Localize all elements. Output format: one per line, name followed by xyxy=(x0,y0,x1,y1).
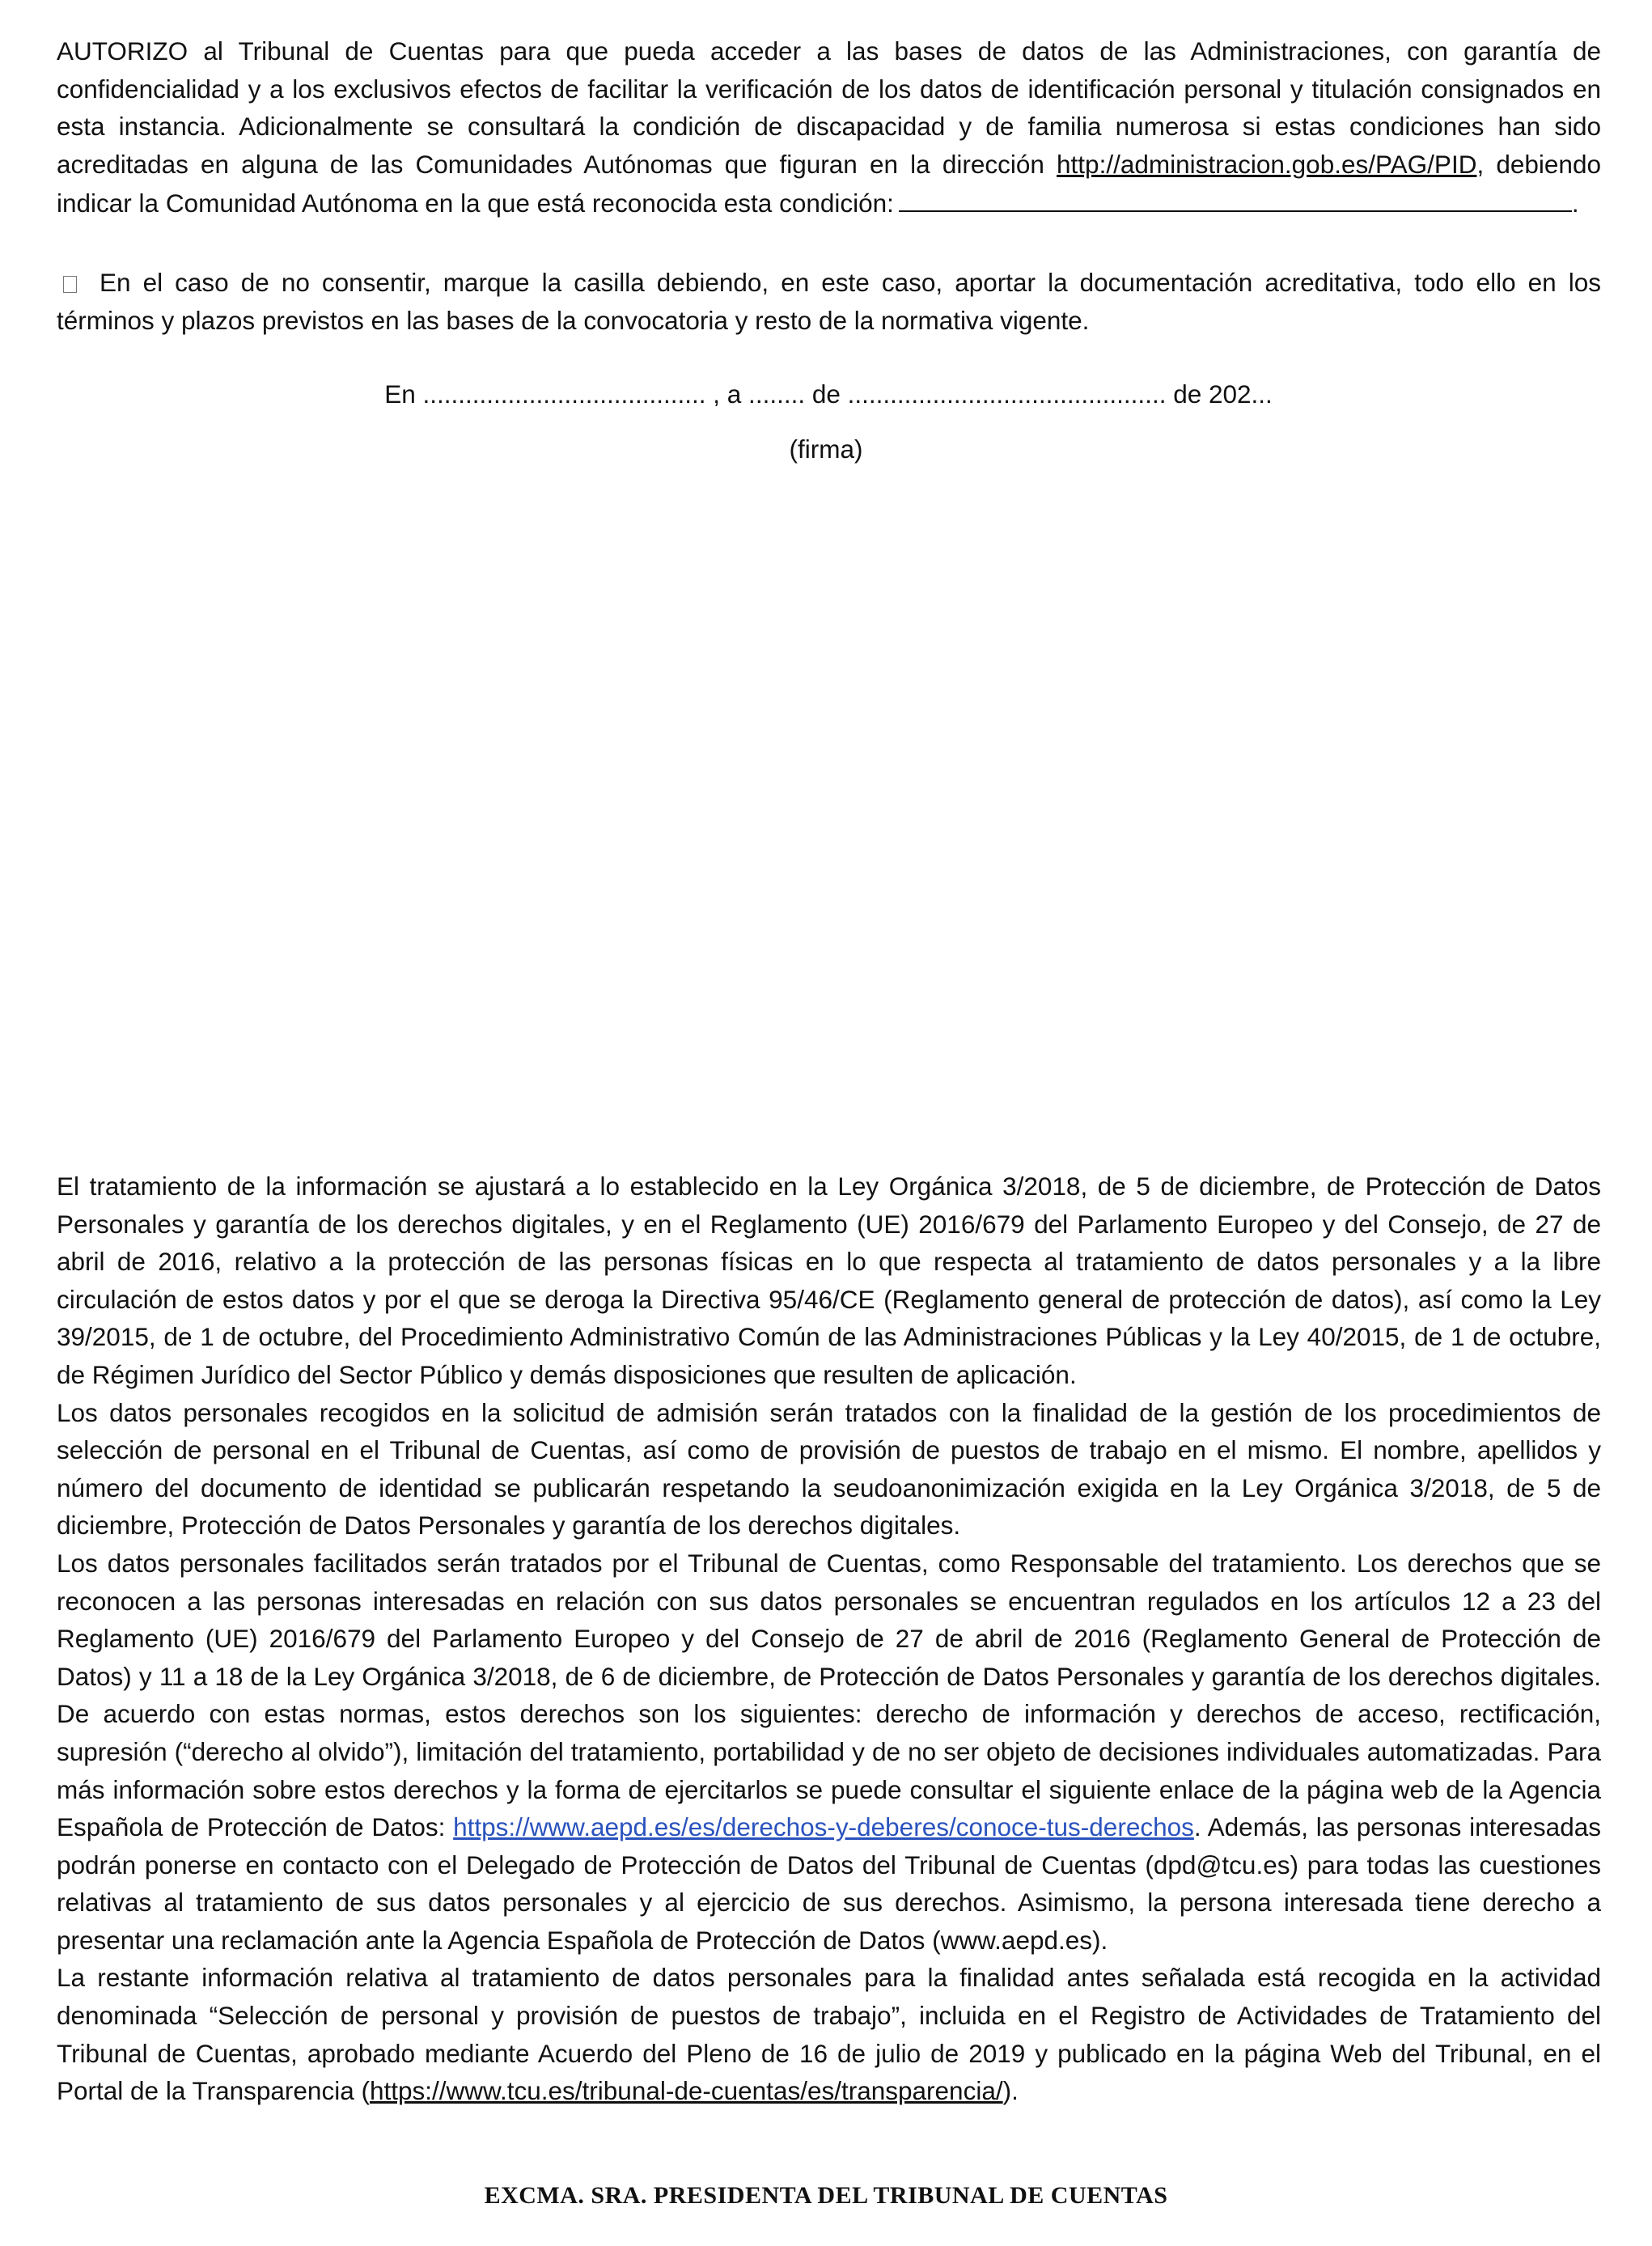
legal-paragraph-3 xyxy=(57,1545,1601,1960)
legal-paragraph-3-text-continued: . Además, las personas interesadas podrán ponerse en contacto con el Delegado de Protección de Datos del Tribunal de Cuentas (dpd@tcu.es) para todas las cuestiones relativas al tratamiento de sus datos personales y al ejercicio de sus derechos. Asimismo, la persona interesada tiene derecho a presentar una reclamación ante la Agencia Española de Protección de Datos (www.aepd.es). xyxy=(57,1812,1601,1955)
pid-link[interactable]: http://administracion.gob.es/PAG/PID xyxy=(1057,149,1477,179)
legal-paragraph-4 xyxy=(57,1959,1601,2109)
aepd-rights-link[interactable]: https://www.aepd.es/es/derechos-y-deberes/conoce-tus-derechos xyxy=(453,1812,1194,1842)
autonomous-community-field[interactable] xyxy=(899,183,1572,212)
signature-label: (firma) xyxy=(789,434,863,464)
addressee-title: EXCMA. SRA. PRESIDENTA DEL TRIBUNAL DE CUENTAS xyxy=(484,2182,1168,2209)
legal-paragraph-3-text: Los datos personales facilitados serán tratados por el Tribunal de Cuentas, como Responsable del tratamiento. Los derechos que se reconocen a las personas interesadas en relación con sus datos personales se encuentran regulados en los artículos 12 a 23 del Reglamento (UE) 2016/679 del Parlamento Europeo y del Consejo de 27 de abril de 2016 (Reglamento General de Protección de Datos) y 11 a 18 de la Ley Orgánica 3/2018, de 6 de diciembre, de Protección de Datos Personales y garantía de los derechos digitales. De acuerdo con estas normas, estos derechos son los siguientes: derecho de información y derechos de acceso, rectificación, supresión (“derecho al olvido”), limitación del tratamiento, portabilidad y de no ser objeto de decisiones individuales automatizadas. Para más información sobre estos derechos y la forma de ejercitarlos se puede consultar el siguiente enlace de la página web de la Agencia Española de Protección de Datos: xyxy=(57,1548,1601,1842)
legal-paragraph-4-text: La restante información relativa al tratamiento de datos personales para la finalidad antes señalada está recogida en la actividad denominada “Selección de personal y provisión de puestos de trabajo”, incluida en el Registro de Actividades de Tratamiento del Tribunal de Cuentas, aprobado mediante Acuerdo del Pleno de 16 de julio de 2019 y publicado en la página Web del Tribunal, en el Portal de la Transparencia ( xyxy=(57,1963,1601,2106)
no-consent-checkbox[interactable] xyxy=(63,276,77,293)
data-protection-section xyxy=(57,1167,1601,2110)
legal-paragraph-2: Los datos personales recogidos en la solicitud de admisión serán tratados con la finalidad de la gestión de los procedimientos de selección de personal en el Tribunal de Cuentas, así como de provisión de puestos de trabajo en el mismo. El nombre, apellidos y número del documento de identidad se publicarán respetando la seudoanonimización exigida en la Ley Orgánica 3/2018, de 5 de diciembre, Protección de Datos Personales y garantía de los derechos digitales. xyxy=(57,1397,1601,1540)
consent-paragraph xyxy=(57,264,1601,339)
authorization-text: AUTORIZO al Tribunal de Cuentas para que pueda acceder a las bases de datos de las Administraciones, con garantía de confidencialidad y a los exclusivos efectos de facilitar la verificación de los datos de identificación personal y titulación consignados en esta instancia. Adicionalmente se consultará la condición de discapacidad y de familia numerosa si estas condiciones han sido acreditadas en alguna de las Comunidades Autónomas que figuran en la dirección xyxy=(57,36,1601,179)
authorization-paragraph xyxy=(57,32,1601,222)
date-place-line: En ........................................ , a ........ de ............................................. de 202... xyxy=(384,379,1273,409)
legal-paragraph-4-text-end: ). xyxy=(1002,2076,1019,2106)
transparency-portal-link[interactable]: https://www.tcu.es/tribunal-de-cuentas/es/transparencia/ xyxy=(369,2076,1003,2106)
consent-text: En el caso de no consentir, marque la casilla debiendo, en este caso, aportar la documentación acreditativa, todo ello en los términos y plazos previstos en las bases de la convocatoria y resto de la normativa vigente. xyxy=(57,268,1601,335)
authorization-end-punct: . xyxy=(1571,189,1579,218)
authorization-text-continued: , debiendo indicar la Comunidad Autónoma en la que está reconocida esta condición: xyxy=(57,149,1601,218)
legal-paragraph-1: El tratamiento de la información se ajustará a lo establecido en la Ley Orgánica 3/2018, de 5 de diciembre, de Protección de Datos Personales y garantía de los derechos digitales, y en el Reglamento (UE) 2016/679 del Parlamento Europeo y del Consejo, de 27 de abril de 2016, relativo a la protección de las personas físicas en lo que respecta al tratamiento de datos personales y a la libre circulación de estos datos y por el que se deroga la Directiva 95/46/CE (Reglamento general de protección de datos), así como la Ley 39/2015, de 1 de octubre, del Procedimiento Administrativo Común de las Administraciones Públicas y la Ley 40/2015, de 1 de octubre, de Régimen Jurídico del Sector Público y demás disposiciones que resulten de aplicación. xyxy=(57,1172,1601,1389)
